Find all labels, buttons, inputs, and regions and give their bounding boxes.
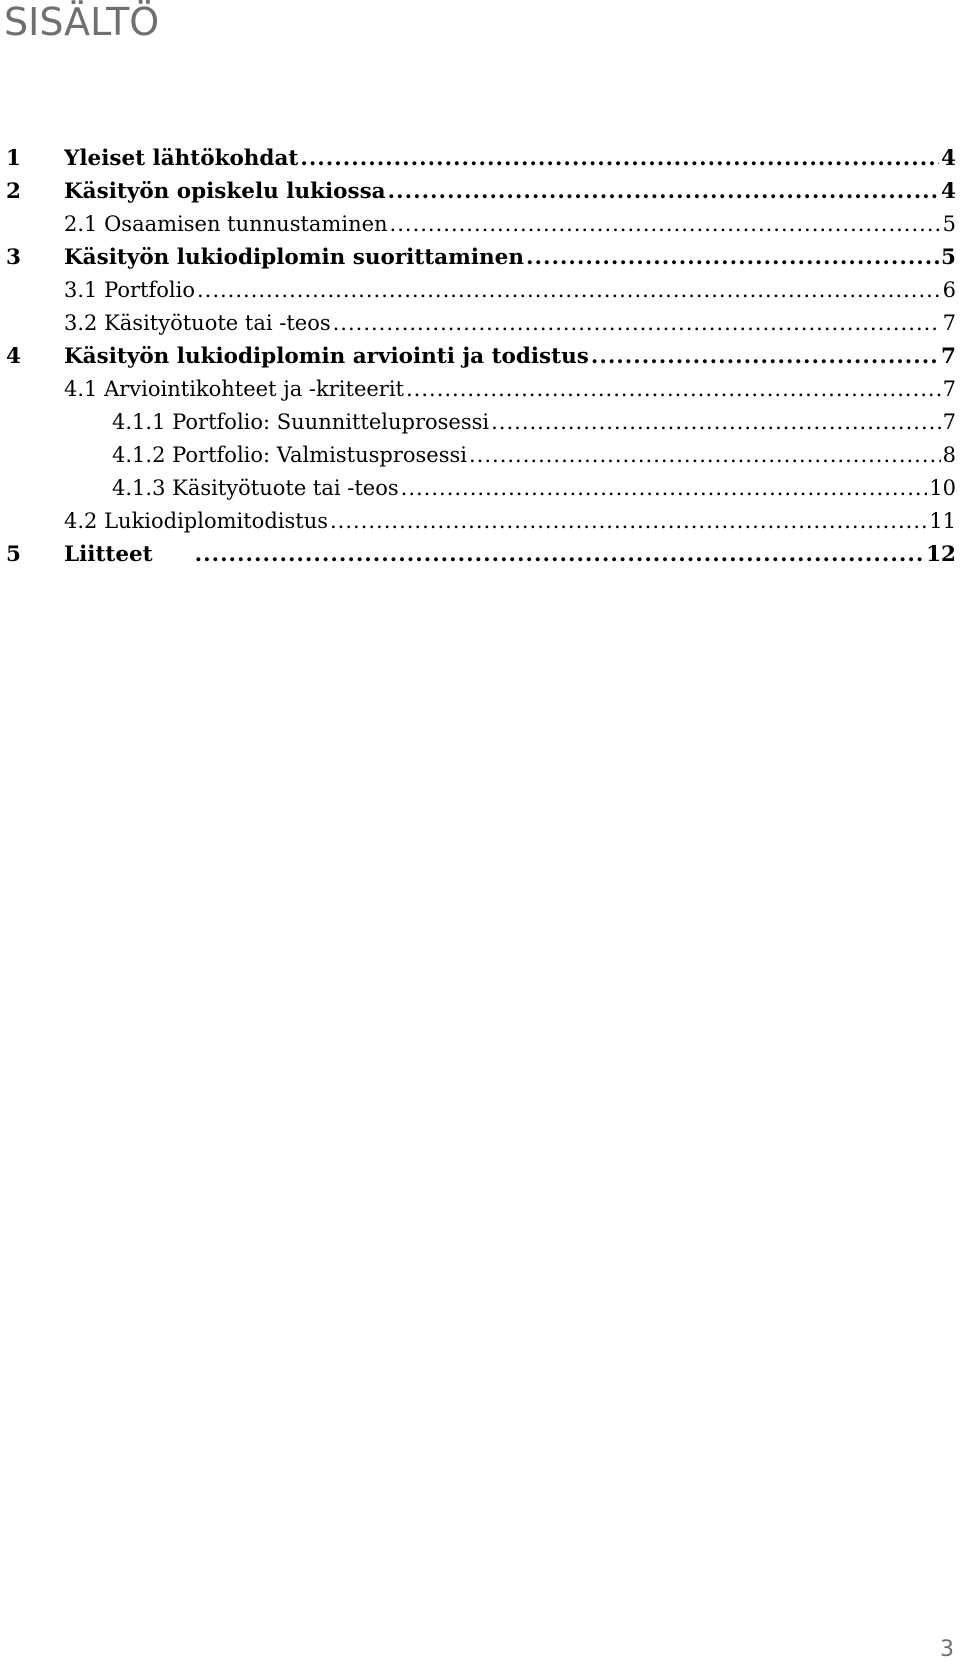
toc-entry[interactable] — [0, 179, 960, 212]
toc-entry-page: 12 — [926, 542, 956, 567]
dot-leader — [390, 212, 941, 236]
toc-entry-number: 4.2 — [64, 509, 98, 533]
toc-entry[interactable] — [0, 212, 960, 245]
page-number: 3 — [940, 1637, 954, 1662]
toc-entry-line — [64, 542, 956, 567]
toc-entry-page: 4 — [941, 179, 956, 204]
toc-entry-title: Liitteet — [64, 542, 153, 567]
dot-leader — [195, 542, 924, 567]
toc-entry-title: Käsityön lukiodiplomin arviointi ja todistus — [64, 344, 589, 369]
toc-entry-number: 4.1.3 — [112, 476, 166, 500]
toc-entry-number: 4.1.2 — [112, 443, 166, 467]
toc-entry-title — [64, 212, 388, 236]
toc-entry-title: Käsityön lukiodiplomin suorittaminen — [64, 245, 524, 270]
toc-entry-number: 3 — [6, 245, 21, 270]
dot-leader — [406, 377, 941, 401]
dot-leader — [388, 179, 939, 204]
toc-entry-title — [112, 443, 467, 467]
toc-entry-number: 4.1 — [64, 377, 98, 401]
toc-entry-title — [64, 377, 404, 401]
toc-entry-number: 1 — [6, 146, 21, 171]
dot-leader — [491, 410, 941, 434]
toc-entry-number: 5 — [6, 542, 21, 567]
toc-entry-line — [112, 443, 956, 467]
dot-leader — [300, 146, 939, 171]
toc-entry[interactable] — [0, 344, 960, 377]
toc-entry-title-text: Lukiodiplomitodistus — [104, 509, 328, 533]
toc-entry[interactable] — [0, 146, 960, 179]
toc-entry-title: Käsityön opiskelu lukiossa — [64, 179, 386, 204]
toc-entry-number: 4.1.1 — [112, 410, 166, 434]
toc-entry[interactable] — [0, 278, 960, 311]
dot-leader — [401, 476, 928, 500]
toc-entry-line — [64, 344, 956, 369]
toc-entry-line — [64, 212, 956, 236]
toc-entry-page: 11 — [929, 509, 956, 533]
toc-entry-line — [64, 278, 956, 302]
dot-leader — [526, 245, 939, 270]
toc-entry-title-text: Arviointikohteet ja -kriteerit — [104, 377, 404, 401]
table-of-contents — [0, 146, 960, 575]
toc-entry-number: 2.1 — [64, 212, 98, 236]
toc-entry-line — [64, 377, 956, 401]
toc-entry[interactable] — [0, 410, 960, 443]
toc-entry-title: Yleiset lähtökohdat — [64, 146, 299, 171]
toc-entry[interactable] — [0, 377, 960, 410]
toc-entry-page: 7 — [942, 311, 956, 335]
toc-entry-title — [64, 278, 195, 302]
toc-entry-title-text: Käsityötuote tai -teos — [104, 311, 331, 335]
toc-entry-page: 6 — [942, 278, 956, 302]
toc-entry-page: 7 — [941, 344, 956, 369]
toc-entry-line — [64, 179, 956, 204]
toc-entry[interactable] — [0, 443, 960, 476]
toc-entry-line — [64, 245, 956, 270]
toc-entry-line — [112, 410, 956, 434]
toc-entry-line — [64, 146, 956, 171]
dot-leader — [197, 278, 941, 302]
toc-entry-line — [64, 311, 956, 335]
toc-entry-number: 3.1 — [64, 278, 98, 302]
toc-entry[interactable] — [0, 476, 960, 509]
toc-entry-title — [64, 311, 331, 335]
toc-entry-title-text: Portfolio — [104, 278, 195, 302]
toc-entry-page: 5 — [941, 245, 956, 270]
toc-entry-title-text: Portfolio: Valmistusprosessi — [172, 443, 467, 467]
toc-entry-title-text: Käsityötuote tai -teos — [172, 476, 399, 500]
toc-entry[interactable] — [0, 311, 960, 344]
toc-entry-number: 2 — [6, 179, 21, 204]
dot-leader — [330, 509, 927, 533]
page-title: SISÄLTÖ — [4, 0, 160, 44]
toc-entry[interactable] — [0, 542, 960, 575]
toc-entry-title — [112, 476, 399, 500]
toc-entry[interactable] — [0, 245, 960, 278]
toc-entry-page: 7 — [942, 410, 956, 434]
toc-entry-page: 8 — [942, 443, 956, 467]
toc-entry-page: 10 — [929, 476, 956, 500]
toc-entry-number: 4 — [6, 344, 21, 369]
toc-entry-line — [112, 476, 956, 500]
dot-leader — [469, 443, 941, 467]
dot-leader — [591, 344, 939, 369]
toc-entry-page: 7 — [942, 377, 956, 401]
toc-entry-line — [64, 509, 956, 533]
toc-entry-page: 5 — [942, 212, 956, 236]
toc-entry[interactable] — [0, 509, 960, 542]
toc-entry-title — [112, 410, 489, 434]
toc-entry-number: 3.2 — [64, 311, 98, 335]
toc-entry-title-text: Osaamisen tunnustaminen — [104, 212, 388, 236]
toc-entry-page: 4 — [941, 146, 956, 171]
toc-entry-title — [64, 509, 328, 533]
dot-leader — [333, 311, 941, 335]
toc-entry-title-text: Portfolio: Suunnitteluprosessi — [172, 410, 490, 434]
